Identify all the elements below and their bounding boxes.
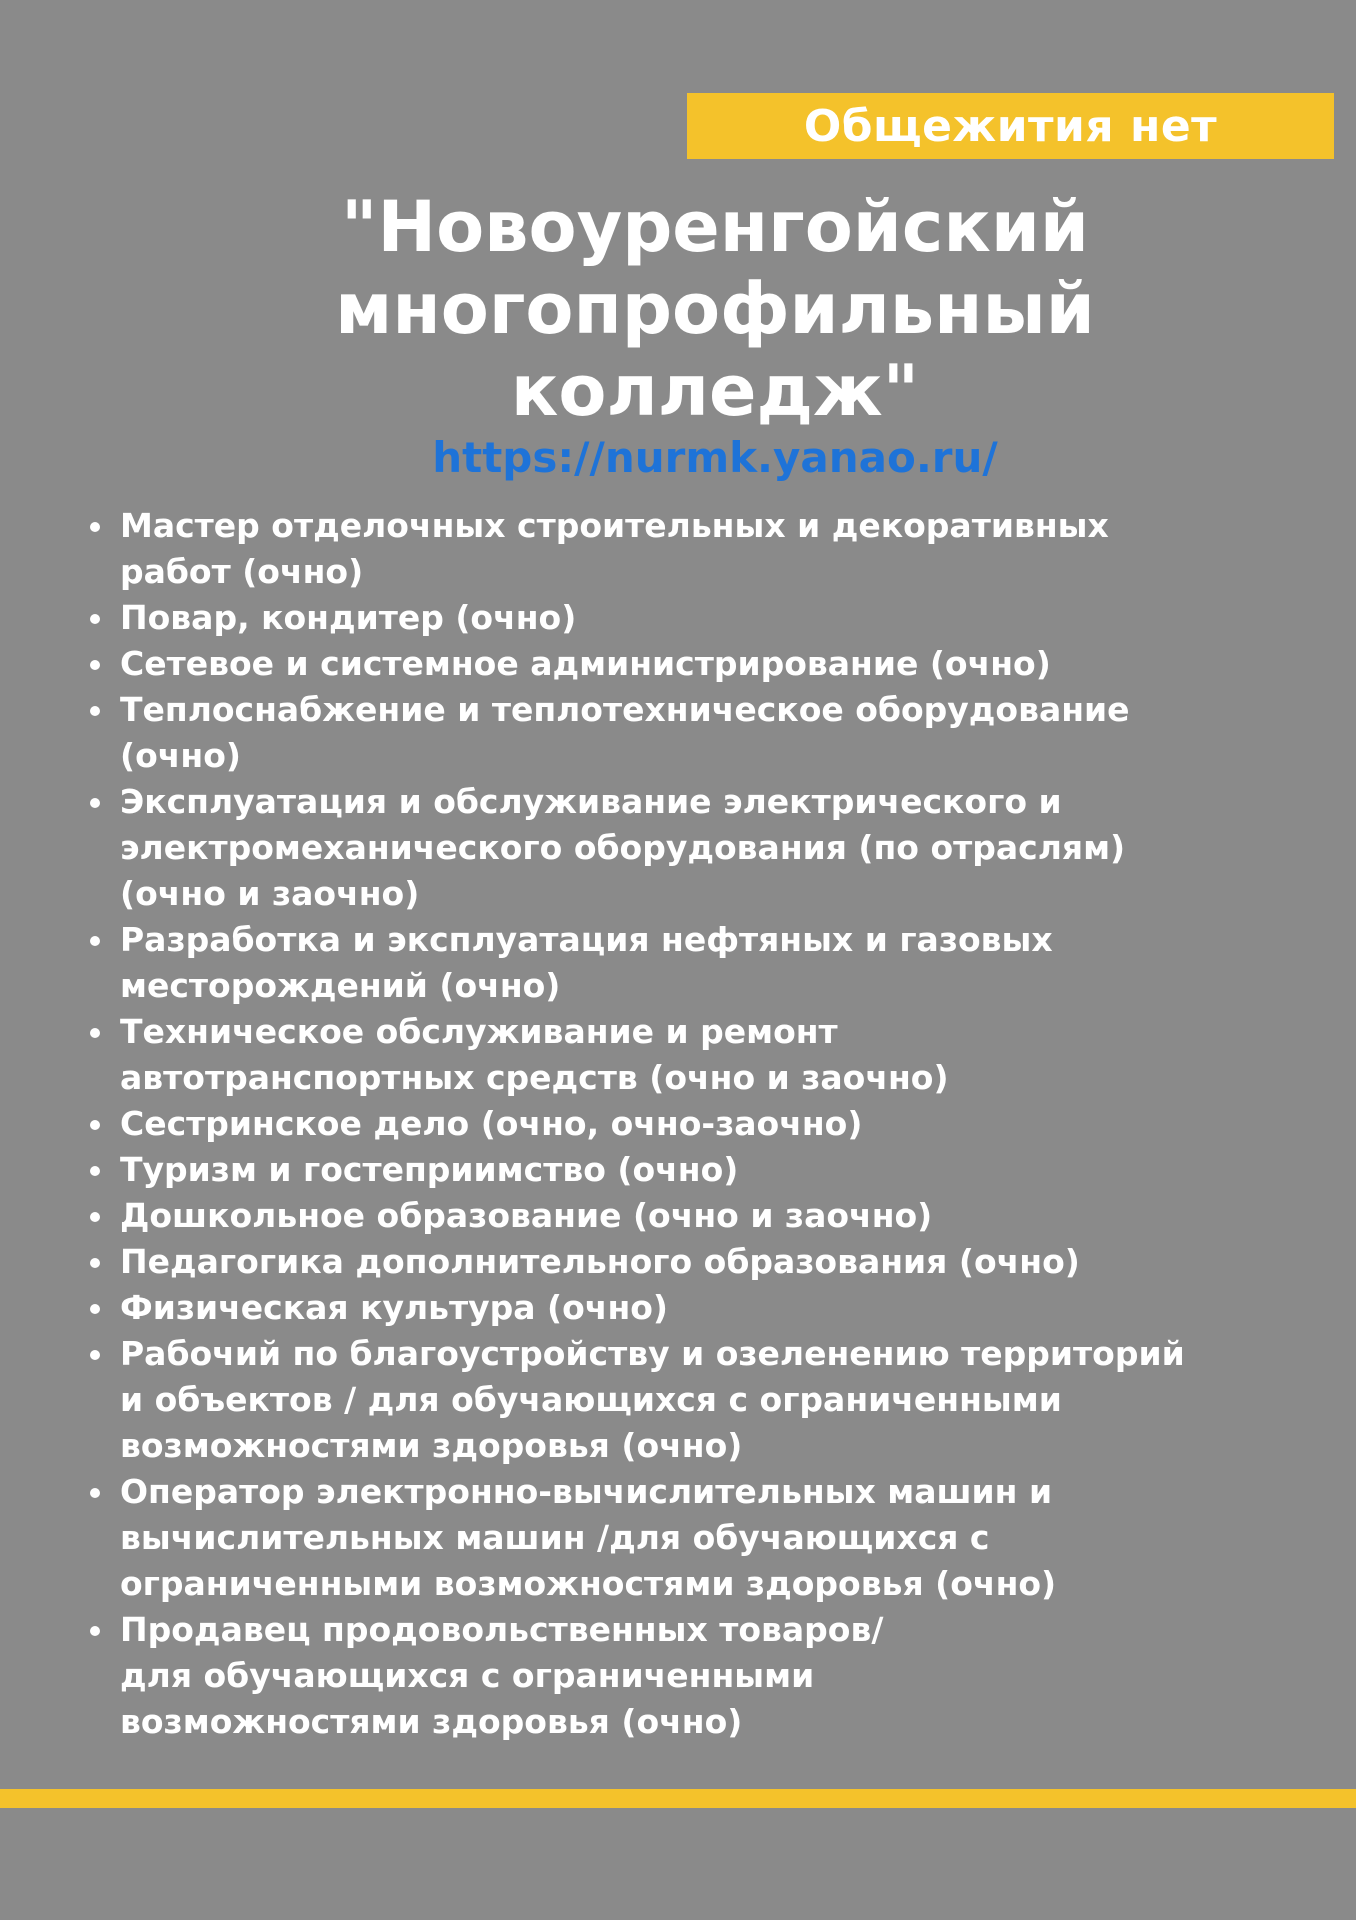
college-title-line: "Новоуренгойский: [341, 186, 1089, 268]
program-line: возможностями здоровья (очно): [120, 1702, 743, 1741]
program-line: Рабочий по благоустройству и озеленению территорий: [120, 1334, 1185, 1373]
program-line: Повар, кондитер (очно): [120, 598, 577, 637]
program-line: Мастер отделочных строительных и декоративных: [120, 506, 1109, 545]
program-line: Теплоснабжение и теплотехническое оборудование: [120, 690, 1130, 729]
program-list-item: [82, 917, 1342, 1009]
program-line: и объектов / для обучающихся с ограниченными: [120, 1380, 1062, 1419]
program-line: Физическая культура (очно): [120, 1288, 669, 1327]
program-line: Эксплуатация и обслуживание электрического и: [120, 782, 1062, 821]
college-website-link[interactable]: https://nurmk.yanao.ru/: [432, 433, 998, 482]
program-line: месторождений (очно): [120, 966, 561, 1005]
program-line: Продавец продовольственных товаров/: [120, 1610, 884, 1649]
program-list-item: [82, 1331, 1342, 1469]
program-list-item: [82, 595, 1342, 641]
program-line: Сетевое и системное администрирование (очно): [120, 644, 1051, 683]
college-title: [230, 186, 1200, 432]
program-line: электромеханического оборудования (по отраслям): [120, 828, 1126, 867]
program-line: вычислительных машин /для обучающихся с: [120, 1518, 990, 1557]
program-line: работ (очно): [120, 552, 364, 591]
college-title-line: многопрофильный: [335, 268, 1095, 350]
program-line: возможностями здоровья (очно): [120, 1426, 743, 1465]
program-list-item: [82, 1101, 1342, 1147]
dormitory-badge-text: Общежития нет: [803, 100, 1218, 152]
program-line: Педагогика дополнительного образования (очно): [120, 1242, 1080, 1281]
program-line: (очно): [120, 736, 241, 775]
program-line: (очно и заочно): [120, 874, 420, 913]
program-line: Техническое обслуживание и ремонт: [120, 1012, 838, 1051]
program-list-item: [82, 1239, 1342, 1285]
program-list-item: [82, 1009, 1342, 1101]
programs-list: [82, 503, 1342, 1745]
program-line: Сестринское дело (очно, очно-заочно): [120, 1104, 863, 1143]
program-list-item: [82, 687, 1342, 779]
program-list-item: [82, 641, 1342, 687]
program-line: ограниченными возможностями здоровья (очно): [120, 1564, 1057, 1603]
program-line: Дошкольное образование (очно и заочно): [120, 1196, 933, 1235]
program-list-item: [82, 1147, 1342, 1193]
program-line: Разработка и эксплуатация нефтяных и газовых: [120, 920, 1053, 959]
program-list-item: [82, 779, 1342, 917]
program-line: Туризм и гостеприимство (очно): [120, 1150, 739, 1189]
program-list-item: [82, 1607, 1342, 1745]
program-list-item: [82, 1469, 1342, 1607]
college-title-line: колледж": [510, 350, 920, 432]
program-list-item: [82, 503, 1342, 595]
program-line: Оператор электронно-вычислительных машин и: [120, 1472, 1053, 1511]
bottom-accent-bar: [0, 1789, 1356, 1808]
program-line: для обучающихся с ограниченными: [120, 1656, 815, 1695]
program-line: автотранспортных средств (очно и заочно): [120, 1058, 949, 1097]
program-list-item: [82, 1193, 1342, 1239]
dormitory-badge: [687, 93, 1334, 159]
program-list-item: [82, 1285, 1342, 1331]
